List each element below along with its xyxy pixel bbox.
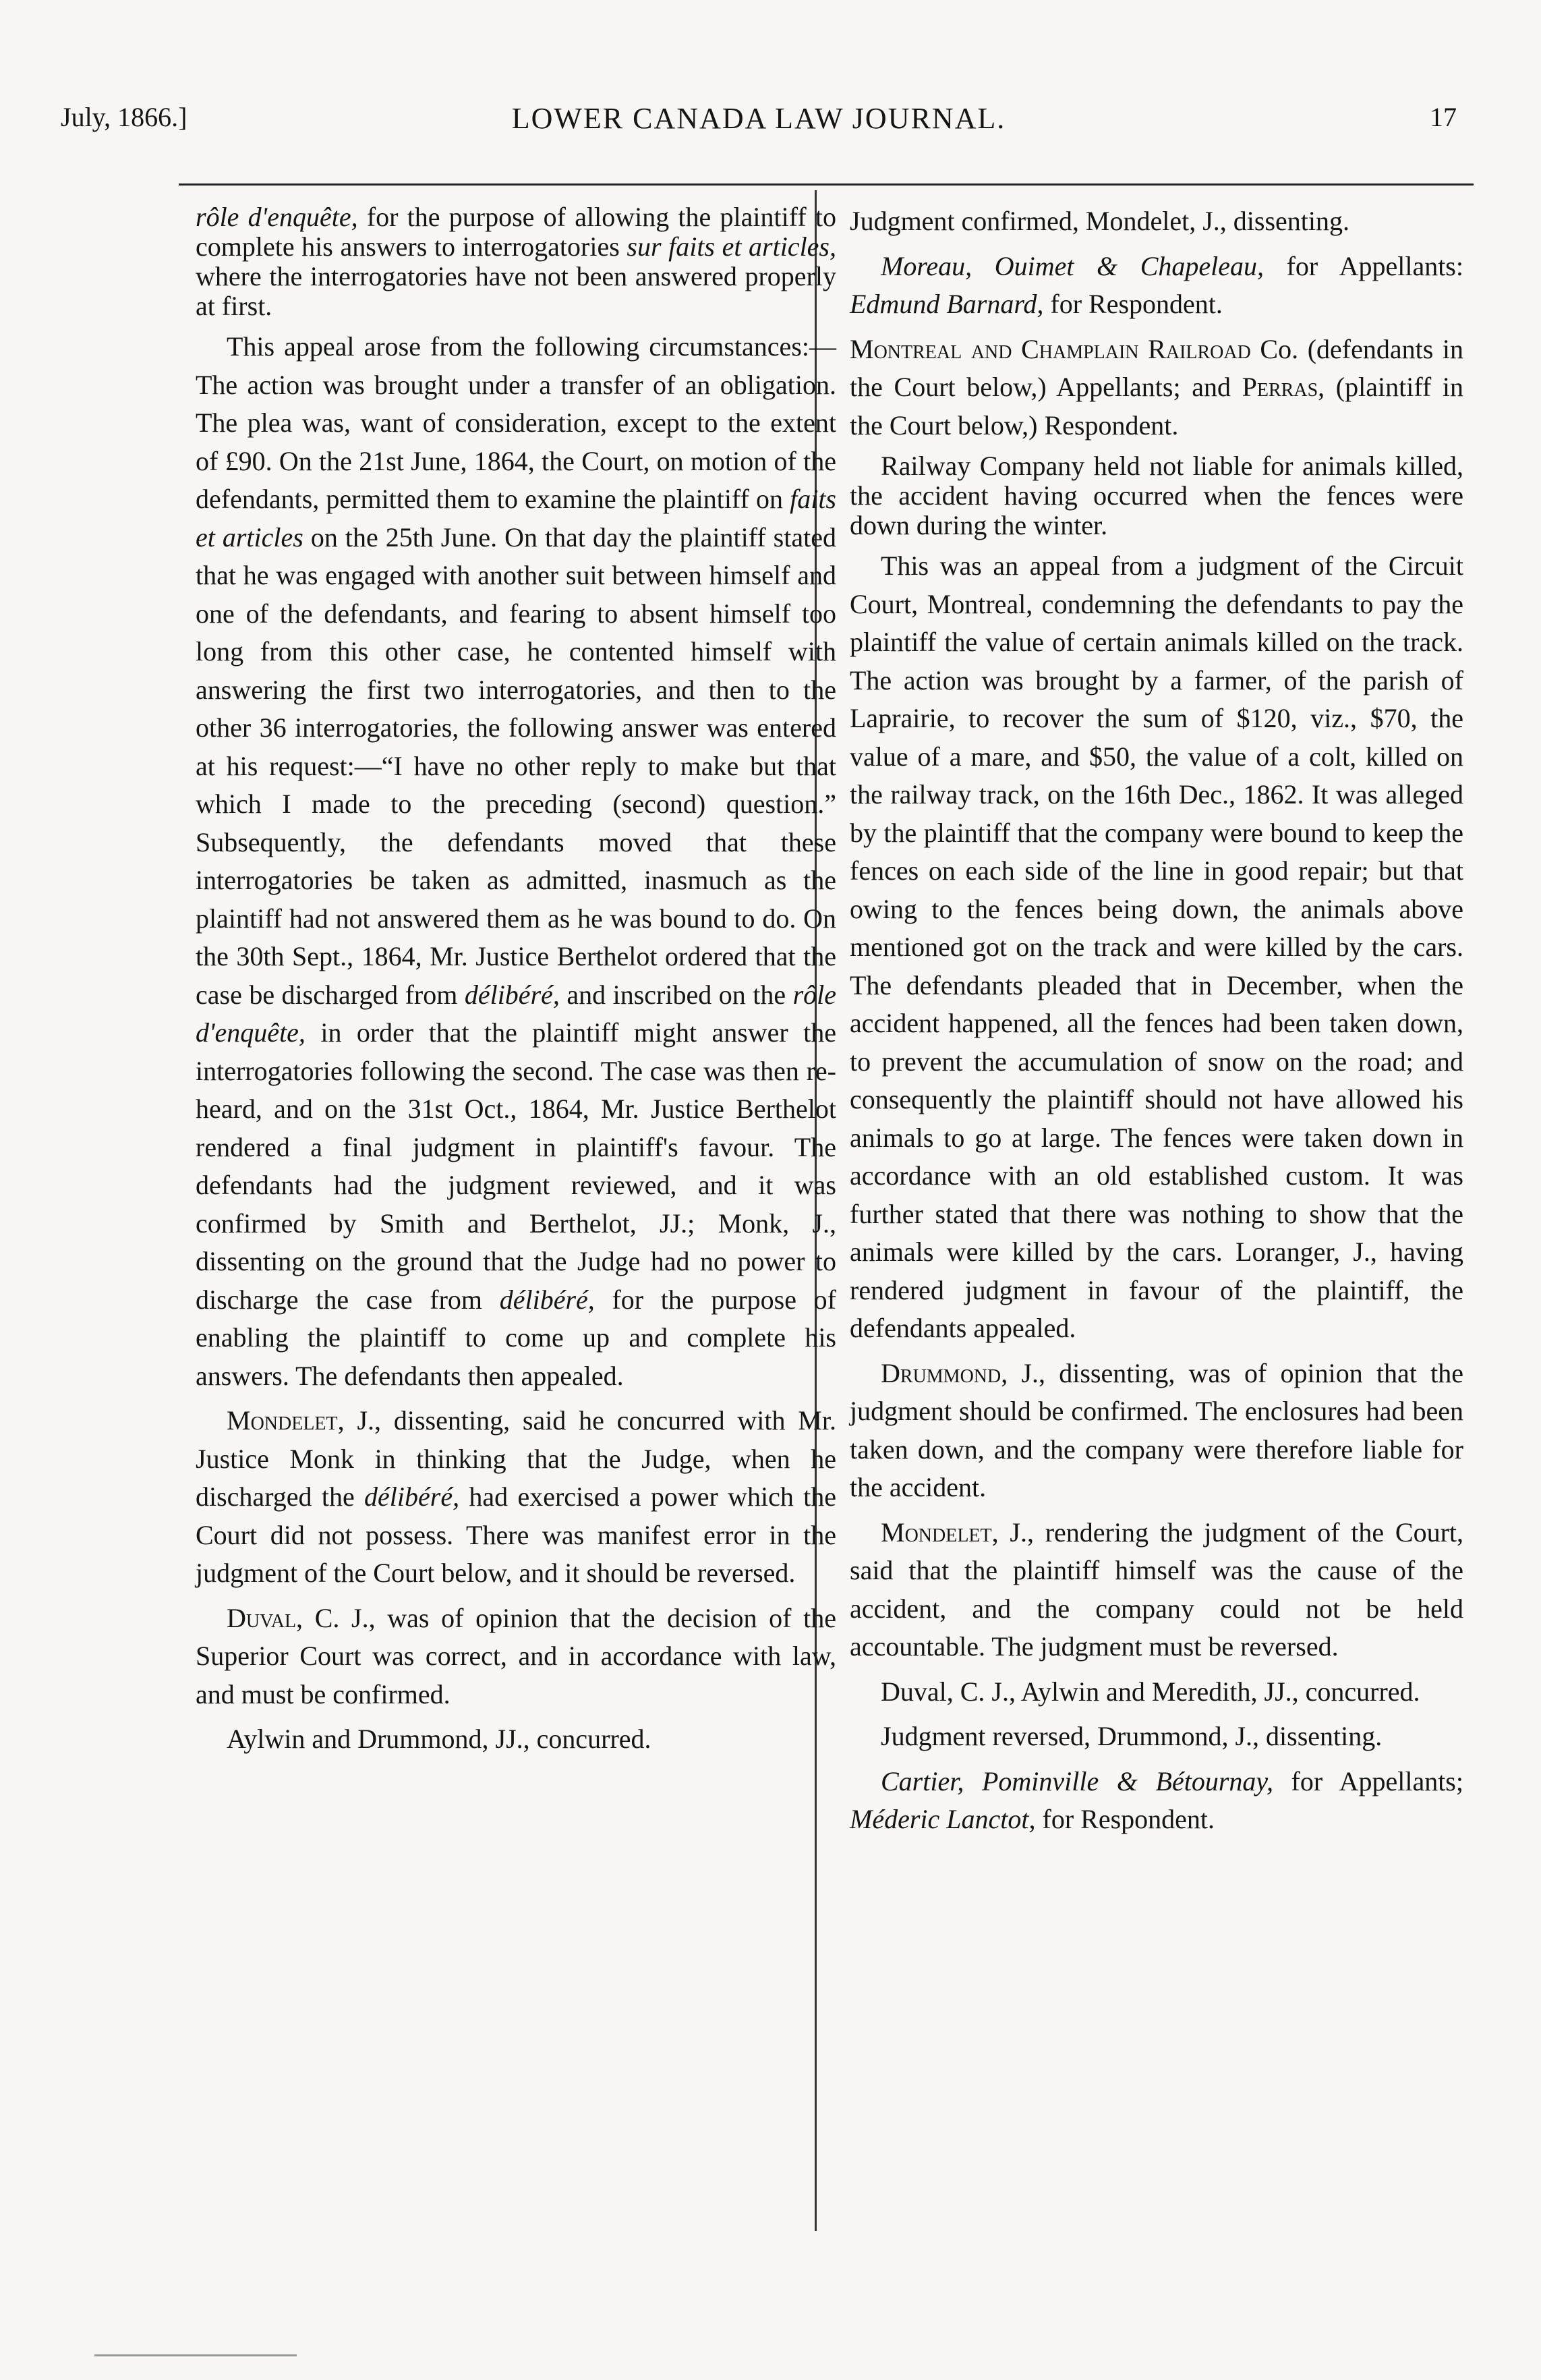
concurrence: Aylwin and Drummond, JJ., concurred.: [227, 1724, 651, 1754]
concurrence-right: Duval, C. J., Aylwin and Meredith, JJ., concurred.: [881, 1676, 1420, 1707]
case-facts: This was an appeal from a judgment of the Circuit Court, Montreal, condemning the defendants to pay the plaintiff the value of certain animals killed on the track. The action was brought by a farmer, of the parish of Laprairie, to recover the sum of $120, viz., $70, the value of a mare, and $50, the value of a colt, killed on the railway track, on the 16th Dec., 1862. It was alleged by the plaintiff that the company were bound to keep the fences on each side of the line in good repair; but that owing to the fences being down, the animals above mentioned got on the track and were killed by the cars. The defendants pleaded that in December, when the accident happened, all the fences had been taken down, to prevent the accumulation of snow on the road; and consequently the plaintiff should not have allowed his animals to go at large. The fences were taken down in accordance with an old established custom. It was further stated that there was nothing to show that the animals were killed by the cars. Loranger, J., having rendered judgment in favour of the plaintiff, the defendants appealed.: [850, 550, 1463, 1343]
right-column: [850, 202, 1463, 1846]
facts-paragraph: This appeal arose from the following circumstances:—The action was brought under a transfer of an obligation. The plea was, want of consideration, except to the extent of £90. On the 21st June, 1864, the Court, on motion of the defendants, permitted them to examine the plaintiff on faits et articles on the 25th June. On that day the plaintiff stated that he was engaged with another suit between himself and one of the defendants, and fearing to absent himself too long from this other case, he contented himself with answering the first two interrogatories, and then to the other 36 interrogatories, the following answer was entered at his request:—“I have no other reply to make but that which I made to the preceding (second) question.” Subsequently, the defendants moved that these interrogatories be taken as admitted, inasmuch as the plaintiff had not answered them as he was bound to do. On the 30th Sept., 1864, Mr. Justice Berthelot ordered that the case be discharged from délibéré, and inscribed on the rôle d'enquête, in order that the plaintiff might answer the interrogatories following the second. The case was then re-heard, and on the 31st Oct., 1864, Mr. Justice Berthelot rendered a final judgment in plaintiff's favour. The defendants had the judgment reviewed, and it was confirmed by Smith and Berthelot, JJ.; Monk, J., dissenting on the ground that the Judge had no power to discharge the case from délibéré, for the purpose of enabling the plaintiff to come up and complete his answers. The defendants then appealed.: [196, 331, 837, 1391]
counsel-line-right: Cartier, Pominville & Bétournay, for Appellants; Méderic Lanctot, for Respondent.: [850, 1765, 1463, 1834]
header-rule: [179, 183, 1474, 186]
drummond-opinion: Drummond, J., dissenting, was of opinion that the judgment should be confirmed. The enclosures had been taken down, and the company were therefore liable for the accident.: [850, 1357, 1463, 1502]
page-number: 17: [1430, 102, 1457, 132]
judgment-confirmed: Judgment confirmed, Mondelet, J., dissenting.: [850, 206, 1350, 236]
headnote-continued: rôle d'enquête, for the purpose of allowing the plaintiff to complete his answers to interrogatories sur faits et articles, where the interrogatories have not been answered properly at first.: [196, 202, 836, 321]
journal-title: LOWER CANADA LAW JOURNAL.: [511, 102, 1006, 135]
left-column: [196, 202, 836, 1765]
judgment-reversed: Judgment reversed, Drummond, J., dissenting.: [881, 1721, 1383, 1751]
mondelet-judgment: Mondelet, J., rendering the judgment of the Court, said that the plaintiff himself was the cause of the accident, and the company could not be held accountable. The judgment must be reversed.: [850, 1517, 1463, 1662]
footer-mark: [94, 2354, 297, 2356]
running-header: [61, 101, 1457, 148]
header-date: July, 1866.]: [61, 102, 187, 132]
case-title: Montreal and Champlain Railroad Co. (defendants in the Court below,) Appellants; and Perras, (plaintiff in the Court below,) Respondent.: [850, 333, 1464, 441]
duval-opinion: Duval, C. J., was of opinion that the decision of the Superior Court was correct, and in accordance with law, and must be confirmed.: [196, 1602, 836, 1709]
mondelet-opinion: Mondelet, J., dissenting, said he concurred with Mr. Justice Monk in thinking that the Judge, when he discharged the délibéré, had exercised a power which the Court did not possess. There was manifest error in the judgment of the Court below, and it should be reversed.: [196, 1405, 836, 1588]
case-headnote: Railway Company held not liable for animals killed, the accident having occurred when the fences were down during the winter.: [850, 451, 1463, 540]
counsel-line: Moreau, Ouimet & Chapeleau, for Appellants: Edmund Barnard, for Respondent.: [850, 250, 1463, 319]
